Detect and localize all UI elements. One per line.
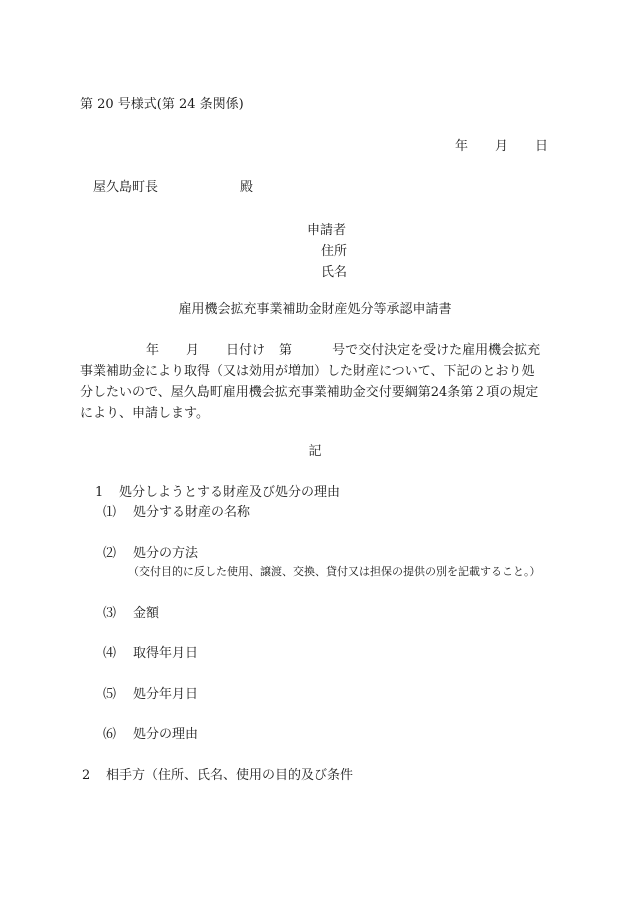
document-title: 雇用機会拡充事業補助金財産処分等承認申請書 <box>178 302 452 317</box>
addressee-honorific: 殿 <box>240 180 254 195</box>
form-number: 第 20 号様式(第 24 条関係) <box>80 97 244 112</box>
method-note: （交付目的に反した使用、譲渡、交換、貸付又は担保の提供の別を記載すること。） <box>128 565 541 578</box>
section-2-number: 2 <box>82 768 91 783</box>
date-year: 年 <box>454 139 468 154</box>
applicant-name-label: 氏名 <box>321 265 348 280</box>
item-label: 処分する財産の名称 <box>133 505 251 520</box>
list-item <box>103 606 159 622</box>
date-line <box>455 139 548 155</box>
item-number: ⑹ <box>103 727 117 742</box>
body-line-2: 事業補助金により取得（又は効用が増加）した財産について、下記のとおり処 <box>80 364 535 379</box>
body-year: 年 <box>146 343 160 358</box>
ki-heading: 記 <box>308 444 322 459</box>
item-number: ⑶ <box>103 606 117 621</box>
addressee-name: 屋久島町長 <box>93 180 159 195</box>
date-month: 月 <box>494 139 508 154</box>
section-1-heading <box>95 485 340 501</box>
body-line-1 <box>80 340 550 361</box>
item-label: 処分の方法 <box>133 546 199 561</box>
section-2-heading <box>82 768 353 784</box>
list-item <box>103 646 198 662</box>
section-1-label: 処分しようとする財産及び処分の理由 <box>119 485 341 500</box>
item-number: ⑷ <box>103 646 117 661</box>
item-label: 金額 <box>133 606 160 621</box>
item-number: ⑸ <box>103 687 117 702</box>
list-item <box>103 687 198 703</box>
body-no: 第 <box>279 343 293 358</box>
applicant-block <box>307 220 347 283</box>
section-2-label: 相手方（住所、氏名、使用の目的及び条件 <box>106 768 354 783</box>
addressee <box>93 180 253 196</box>
list-item <box>103 727 198 743</box>
applicant-label: 申請者 <box>307 223 347 238</box>
body-line-4: により、申請します。 <box>80 406 209 421</box>
list-item <box>103 505 250 521</box>
section-1-number: 1 <box>95 485 104 500</box>
list-item <box>103 546 198 562</box>
body-dated: 日付け <box>226 343 266 358</box>
applicant-address-label: 住所 <box>321 244 348 259</box>
item-number: ⑴ <box>103 505 117 520</box>
item-label: 取得年月日 <box>133 646 199 661</box>
item-number: ⑵ <box>103 546 117 561</box>
item-label: 処分の理由 <box>133 727 199 742</box>
item-label: 処分年月日 <box>133 687 199 702</box>
body-line-1-rest: 号で交付決定を受けた雇用機会拡充 <box>332 343 541 358</box>
body-line-3: 分したいので、屋久島町雇用機会拡充事業補助金交付要綱第24条第２項の規定 <box>80 385 539 400</box>
date-day: 日 <box>534 139 548 154</box>
body-month: 月 <box>186 343 200 358</box>
body-paragraph <box>80 340 550 424</box>
